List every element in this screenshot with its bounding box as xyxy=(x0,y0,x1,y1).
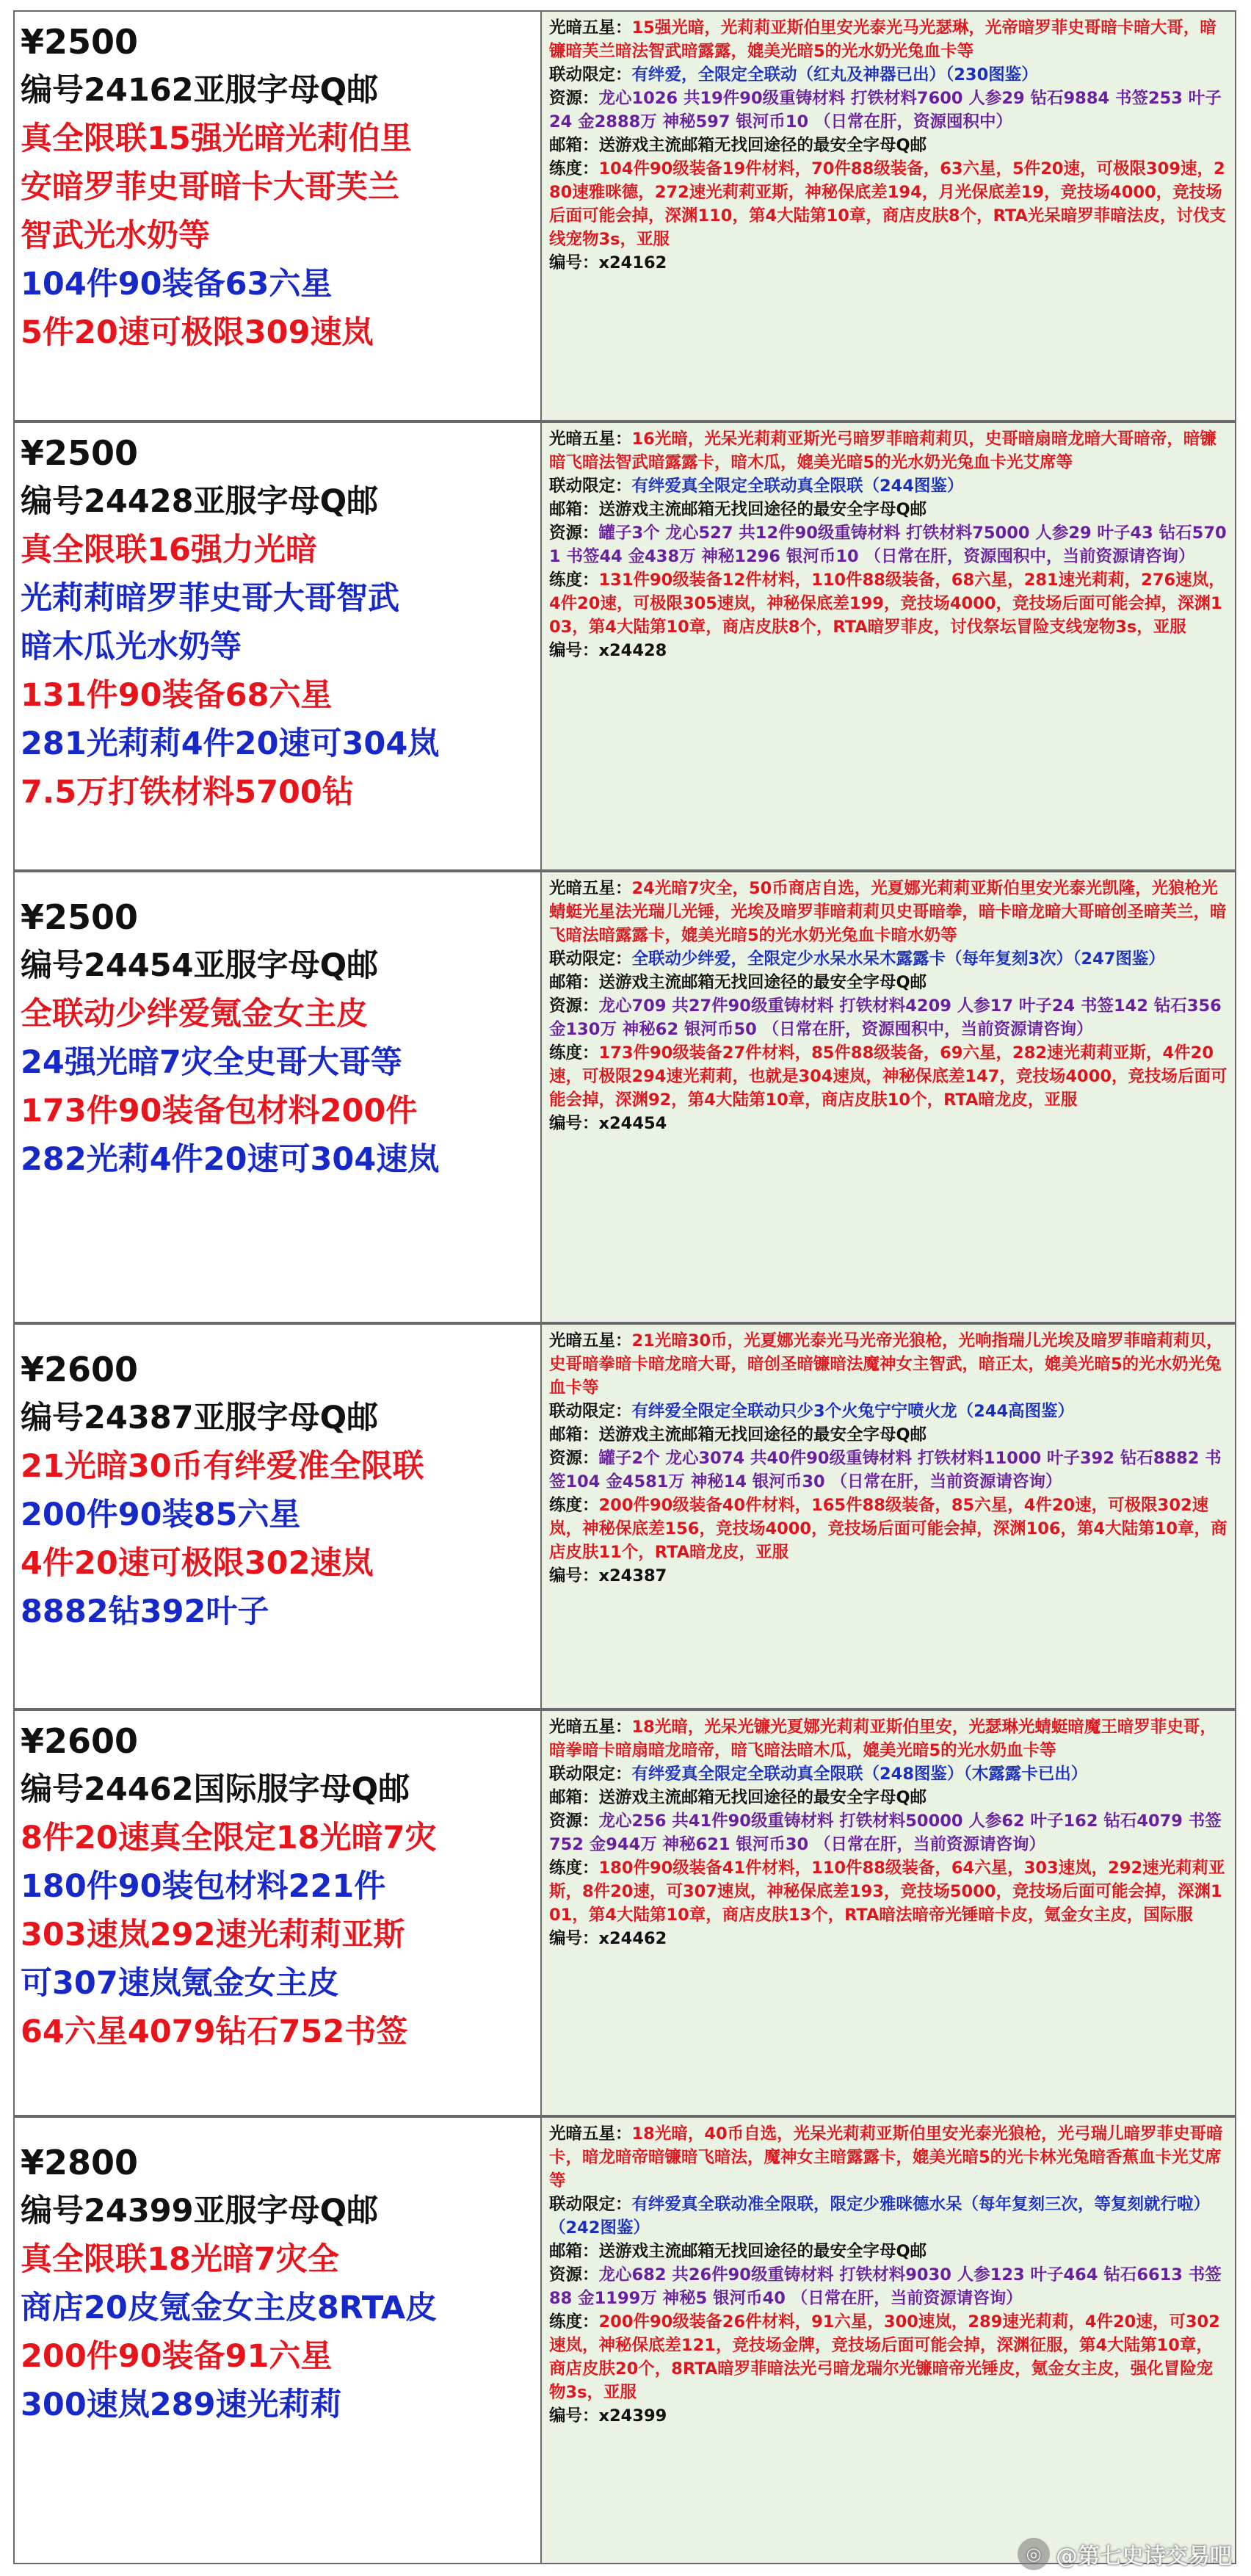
detail-line xyxy=(549,1041,1228,1112)
detail-value: 有绊爱真全联动准全限联，限定少雅咪德水呆（每年复刻三次，等复刻就行啦）（242图鉴） xyxy=(549,2195,1211,2237)
detail-line xyxy=(549,877,1228,947)
detail-line xyxy=(549,1112,1228,1135)
detail-label: 联动限定： xyxy=(549,1765,632,1784)
listing-id: 编号24454亚服字母Q邮 xyxy=(21,947,379,984)
detail-line xyxy=(549,2263,1228,2310)
detail-line xyxy=(549,1329,1228,1400)
summary-line: 真全限联16强力光暗 xyxy=(21,532,317,568)
detail-value: 173件90级装备27件材料，85件88级装备，69六星，282速光莉莉亚斯，4件20速，可极限294速光莉莉，也就是304速岚，神秘保底差147，竞技场4000，竞技场后面可能会掉，深渊92，第4大陆第10章，商店皮肤10个，RTA暗龙皮，亚服 xyxy=(549,1043,1228,1110)
detail-label: 资源： xyxy=(549,89,599,108)
summary-line: 303速岚292速光莉莉亚斯 xyxy=(21,1917,405,1953)
detail-value: 罐子2个 龙心3074 共40件90级重铸材料 打铁材料11000 叶子392 钻石8882 书签104 金4581万 神秘14 银河币30 （日常在肝，当前资源请咨询） xyxy=(549,1449,1222,1491)
detail-line xyxy=(549,1494,1228,1564)
listing-details xyxy=(542,1325,1235,1708)
detail-value: 有绊爱真全限定全联动真全限联（248图鉴）（木露露卡已出） xyxy=(631,1765,1088,1784)
detail-line xyxy=(549,2193,1228,2240)
detail-label: 邮箱： xyxy=(549,136,599,155)
detail-line xyxy=(549,1927,1228,1950)
detail-line xyxy=(549,1856,1228,1927)
summary-line: 5件20速可极限309速岚 xyxy=(21,314,374,351)
summary-line: 8件20速真全限定18光暗7灾 xyxy=(21,1820,437,1856)
detail-value: 16光暗，光呆光莉莉亚斯光弓暗罗菲暗莉莉贝，史哥暗扇暗龙暗大哥暗帝，暗镰暗飞暗法智武暗露露卡，暗木瓜，媲美光暗5的光水奶光兔血卡光艾席等 xyxy=(549,430,1216,472)
listing-row xyxy=(13,1323,1236,1710)
detail-label: 联动限定： xyxy=(549,65,632,84)
detail-label: 编号： xyxy=(549,2406,599,2425)
price-label: ¥2800 xyxy=(21,2143,139,2182)
listing-details xyxy=(542,872,1235,1322)
detail-label: 练度： xyxy=(549,1496,599,1515)
detail-value: 送游戏主流邮箱无找回途径的最安全字母Q邮 xyxy=(598,500,927,519)
listing-summary xyxy=(15,1325,542,1708)
detail-value: 104件90级装备19件材料，70件88级装备，63六星，5件20速，可极限309速，280速雅咪德，272速光莉莉亚斯，神秘保底差194，月光保底差19，竞技场4000，竞技场后面可能会掉，深渊110，第4大陆第10章，商店皮肤8个，RTA光呆暗罗菲暗法皮，讨伐支线宠物3s，亚服 xyxy=(549,159,1226,249)
detail-value: x24387 xyxy=(598,1566,667,1585)
listing-table xyxy=(13,10,1238,2564)
detail-value: 有绊爱真全限定全联动真全限联（244图鉴） xyxy=(631,477,964,496)
summary-line: 200件90装85六星 xyxy=(21,1497,301,1533)
detail-line xyxy=(549,1715,1228,1762)
price-label: ¥2500 xyxy=(21,22,139,62)
summary-line: 200件90装备91六星 xyxy=(21,2338,333,2375)
detail-value: 送游戏主流邮箱无找回途径的最安全字母Q邮 xyxy=(598,1788,927,1807)
detail-line xyxy=(549,251,1228,275)
detail-value: 15强光暗，光莉莉亚斯伯里安光泰光马光瑟琳，光帝暗罗菲史哥暗卡暗大哥，暗镰暗芙兰暗法智武暗露露，媲美光暗5的光水奶光兔血卡等 xyxy=(549,18,1216,61)
summary-line: 281光莉莉4件20速可304岚 xyxy=(21,726,440,762)
detail-label: 编号： xyxy=(549,641,599,660)
detail-label: 光暗五星： xyxy=(549,1718,632,1737)
listing-summary xyxy=(15,423,542,869)
detail-label: 光暗五星： xyxy=(549,2124,632,2143)
detail-line xyxy=(549,1809,1228,1856)
detail-label: 练度： xyxy=(549,159,599,178)
detail-line xyxy=(549,994,1228,1041)
detail-line xyxy=(549,568,1228,639)
detail-label: 邮箱： xyxy=(549,2242,599,2261)
listing-details xyxy=(542,423,1235,869)
price-label: ¥2500 xyxy=(21,897,139,937)
detail-label: 邮箱： xyxy=(549,973,599,992)
watermark xyxy=(1018,2538,1232,2570)
summary-line: 64六星4079钻石752书签 xyxy=(21,2014,408,2050)
detail-label: 邮箱： xyxy=(549,500,599,519)
listing-row xyxy=(13,422,1236,871)
detail-label: 资源： xyxy=(549,996,599,1016)
summary-line: 180件90装包材料221件 xyxy=(21,1868,386,1905)
summary-line: 282光莉4件20速可304速岚 xyxy=(21,1141,440,1178)
detail-line xyxy=(549,2310,1228,2404)
detail-value: 送游戏主流邮箱无找回途径的最安全字母Q邮 xyxy=(598,2242,927,2261)
listing-id: 编号24428亚服字母Q邮 xyxy=(21,483,379,520)
listing-id: 编号24399亚服字母Q邮 xyxy=(21,2193,379,2229)
detail-value: 送游戏主流邮箱无找回途径的最安全字母Q邮 xyxy=(598,1425,927,1444)
detail-label: 练度： xyxy=(549,2312,599,2331)
detail-label: 练度： xyxy=(549,1859,599,1878)
detail-line xyxy=(549,16,1228,63)
summary-line: 智武光水奶等 xyxy=(21,217,210,254)
detail-line xyxy=(549,947,1228,971)
detail-line xyxy=(549,1447,1228,1494)
detail-value: x24462 xyxy=(598,1929,667,1948)
detail-label: 联动限定： xyxy=(549,949,632,969)
detail-value: 龙心682 共26件90级重铸材料 打铁材料9030 人参123 叶子464 钻石6613 书签88 金1199万 神秘5 银河币40 （日常在肝，当前资源请咨询） xyxy=(549,2265,1222,2308)
detail-label: 邮箱： xyxy=(549,1788,599,1807)
detail-value: 有绊爱全限定全联动只少3个火兔宁宁喷火龙（244高图鉴） xyxy=(631,1402,1075,1421)
summary-line: 21光暗30币有绊爱准全限联 xyxy=(21,1448,424,1485)
listing-row xyxy=(13,1710,1236,2116)
detail-label: 光暗五星： xyxy=(549,1331,632,1350)
detail-label: 联动限定： xyxy=(549,477,632,496)
detail-line xyxy=(549,1786,1228,1809)
detail-value: 21光暗30币，光夏娜光泰光马光帝光狼枪，光响指瑞儿光埃及暗罗菲暗莉莉贝，史哥暗拳暗卡暗龙暗大哥，暗创圣暗镰暗法魔神女主智武，暗正太，媲美光暗5的光水奶光兔血卡等 xyxy=(549,1331,1223,1397)
detail-line xyxy=(549,521,1228,568)
detail-label: 联动限定： xyxy=(549,2195,632,2214)
listing-details xyxy=(542,2118,1235,2563)
detail-line xyxy=(549,1564,1228,1588)
detail-value: 龙心709 共27件90级重铸材料 打铁材料4209 人参17 叶子24 书签142 钻石356 金130万 神秘62 银河币50 （日常在肝，资源囤积中，当前资源请咨询） xyxy=(549,996,1222,1039)
listing-summary xyxy=(15,12,542,420)
summary-line: 131件90装备68六星 xyxy=(21,677,333,714)
detail-value: 送游戏主流邮箱无找回途径的最安全字母Q邮 xyxy=(598,136,927,155)
listing-details xyxy=(542,12,1235,420)
detail-label: 练度： xyxy=(549,571,599,590)
summary-line: 安暗罗菲史哥暗卡大哥芙兰 xyxy=(21,169,399,206)
summary-line: 真全限联18光暗7灾全 xyxy=(21,2241,339,2278)
detail-label: 光暗五星： xyxy=(549,430,632,449)
listing-id: 编号24387亚服字母Q邮 xyxy=(21,1400,379,1436)
summary-line: 300速岚289速光莉莉 xyxy=(21,2387,342,2423)
detail-line xyxy=(549,2122,1228,2193)
detail-label: 光暗五星： xyxy=(549,879,632,898)
detail-label: 光暗五星： xyxy=(549,18,632,37)
detail-value: 131件90级装备12件材料，110件88级装备，68六星，281速光莉莉，276速岚，4件20速，可极限305速岚，神秘保底差199，竞技场4000，竞技场后面可能会掉，深渊103，第4大陆第10章，商店皮肤8个，RTA暗罗菲皮，讨伐祭坛冒险支线宠物3s，亚服 xyxy=(549,571,1225,637)
detail-value: 龙心256 共41件90级重铸材料 打铁材料50000 人参62 叶子162 钻石4079 书签752 金944万 神秘621 银河币30 （日常在肝，当前资源请咨询） xyxy=(549,1812,1222,1854)
detail-line xyxy=(549,2240,1228,2263)
listing-details xyxy=(542,1711,1235,2115)
detail-label: 资源： xyxy=(549,2265,599,2284)
detail-value: x24428 xyxy=(598,641,667,660)
summary-line: 暗木瓜光水奶等 xyxy=(21,629,242,665)
detail-line xyxy=(549,971,1228,994)
detail-value: 18光暗，40币自选，光呆光莉莉亚斯伯里安光泰光狼枪，光弓瑞儿暗罗菲史哥暗卡，暗龙暗帝暗镰暗飞暗法，魔神女主暗露露卡，媲美光暗5的光卡林光兔暗香蕉血卡光艾席等 xyxy=(549,2124,1223,2190)
detail-value: x24399 xyxy=(598,2406,667,2425)
detail-label: 联动限定： xyxy=(549,1402,632,1421)
summary-line: 真全限联15强光暗光莉伯里 xyxy=(21,120,412,157)
detail-value: x24454 xyxy=(598,1114,667,1133)
summary-line: 可307速岚氪金女主皮 xyxy=(21,1965,339,2002)
listing-row xyxy=(13,2116,1236,2564)
detail-label: 邮箱： xyxy=(549,1425,599,1444)
detail-label: 编号： xyxy=(549,1929,599,1948)
detail-line xyxy=(549,87,1228,134)
detail-label: 练度： xyxy=(549,1043,599,1063)
listing-summary xyxy=(15,1711,542,2115)
detail-line xyxy=(549,498,1228,521)
detail-line xyxy=(549,157,1228,251)
detail-value: 24光暗7灾全，50币商店自选，光夏娜光莉莉亚斯伯里安光泰光凯隆，光狼枪光蜻蜓光星法光瑞儿光锤，光埃及暗罗菲暗莉莉贝史哥暗拳，暗卡暗龙暗大哥暗创圣暗芙兰，暗飞暗法暗露露卡，媲美光暗5的光水奶光兔血卡暗水奶等 xyxy=(549,879,1227,945)
detail-value: 200件90级装备26件材料，91六星，300速岚，289速光莉莉，4件20速，可302速岚，神秘保底差121，竞技场金牌，竞技场后面可能会掉，深渊征服，第4大陆第10章，商店皮肤20个，8RTA暗罗菲暗法光弓暗龙瑞尔光镰暗帝光锤皮，氪金女主皮，强化冒险宠物3s，亚服 xyxy=(549,2312,1220,2402)
detail-line xyxy=(549,134,1228,157)
detail-value: 200件90级装备40件材料，165件88级装备，85六星，4件20速，可极限302速岚，神秘保底差156，竞技场4000，竞技场后面可能会掉，深渊106，第4大陆第10章，商店皮肤11个，RTA暗龙皮，亚服 xyxy=(549,1496,1228,1562)
listing-row xyxy=(13,871,1236,1323)
detail-value: 有绊爱，全限定全联动（红丸及神器已出）（230图鉴） xyxy=(631,65,1038,84)
detail-value: 罐子3个 龙心527 共12件90级重铸材料 打铁材料75000 人参29 叶子43 钻石5701 书签44 金438万 神秘1296 银河币10 （日常在肝，资源囤积中，当前资源请咨询） xyxy=(549,524,1227,566)
summary-line: 24强光暗7灾全史哥大哥等 xyxy=(21,1044,402,1081)
detail-label: 编号： xyxy=(549,253,599,272)
detail-value: 18光暗，光呆光镰光夏娜光莉莉亚斯伯里安，光瑟琳光蜻蜓暗魔王暗罗菲史哥，暗拳暗卡暗扇暗龙暗帝，暗飞暗法暗木瓜，媲美光暗5的光水奶血卡等 xyxy=(549,1718,1216,1760)
detail-line xyxy=(549,639,1228,662)
summary-line: 全联动少绊爱氪金女主皮 xyxy=(21,996,368,1032)
detail-label: 资源： xyxy=(549,1449,599,1468)
price-label: ¥2500 xyxy=(21,433,139,473)
detail-value: x24162 xyxy=(598,253,667,272)
detail-value: 送游戏主流邮箱无找回途径的最安全字母Q邮 xyxy=(598,973,927,992)
summary-line: 7.5万打铁材料5700钻 xyxy=(21,774,354,811)
listing-id: 编号24162亚服字母Q邮 xyxy=(21,72,379,109)
detail-line xyxy=(549,427,1228,474)
detail-line xyxy=(549,474,1228,498)
listing-summary xyxy=(15,872,542,1322)
detail-label: 资源： xyxy=(549,524,599,543)
detail-label: 资源： xyxy=(549,1812,599,1831)
tieba-logo-icon: ◎ xyxy=(1018,2538,1050,2570)
summary-line: 173件90装备包材料200件 xyxy=(21,1093,418,1129)
listing-row xyxy=(13,10,1236,422)
summary-line: 商店20皮氪金女主皮8RTA皮 xyxy=(21,2290,438,2326)
listing-summary xyxy=(15,2118,542,2563)
detail-line xyxy=(549,1423,1228,1447)
price-label: ¥2600 xyxy=(21,1721,139,1761)
listing-id: 编号24462国际服字母Q邮 xyxy=(21,1771,410,1808)
summary-line: 光莉莉暗罗菲史哥大哥智武 xyxy=(21,580,399,617)
detail-value: 龙心1026 共19件90级重铸材料 打铁材料7600 人参29 钻石9884 书签253 叶子24 金2888万 神秘597 银河币10 （日常在肝，资源囤积中） xyxy=(549,89,1222,131)
detail-label: 编号： xyxy=(549,1114,599,1133)
detail-label: 编号： xyxy=(549,1566,599,1585)
summary-line: 4件20速可极限302速岚 xyxy=(21,1545,374,1582)
detail-line xyxy=(549,63,1228,87)
detail-line xyxy=(549,1400,1228,1423)
detail-line xyxy=(549,1762,1228,1786)
watermark-text: @第七史诗交易吧 xyxy=(1056,2544,1232,2569)
detail-value: 全联动少绊爱，全限定少水呆水呆木露露卡（每年复刻3次）（247图鉴） xyxy=(631,949,1165,969)
detail-line xyxy=(549,2404,1228,2428)
summary-line: 8882钻392叶子 xyxy=(21,1593,269,1630)
price-label: ¥2600 xyxy=(21,1350,139,1389)
detail-value: 180件90级装备41件材料，110件88级装备，64六星，303速岚，292速光莉莉亚斯，8件20速，可307速岚，神秘保底差193，竞技场5000，竞技场后面可能会掉，深渊101，第4大陆第10章，商店皮肤13个，RTA暗法暗帝光锤暗卡皮，氪金女主皮，国际服 xyxy=(549,1859,1225,1925)
summary-line: 104件90装备63六星 xyxy=(21,266,333,303)
